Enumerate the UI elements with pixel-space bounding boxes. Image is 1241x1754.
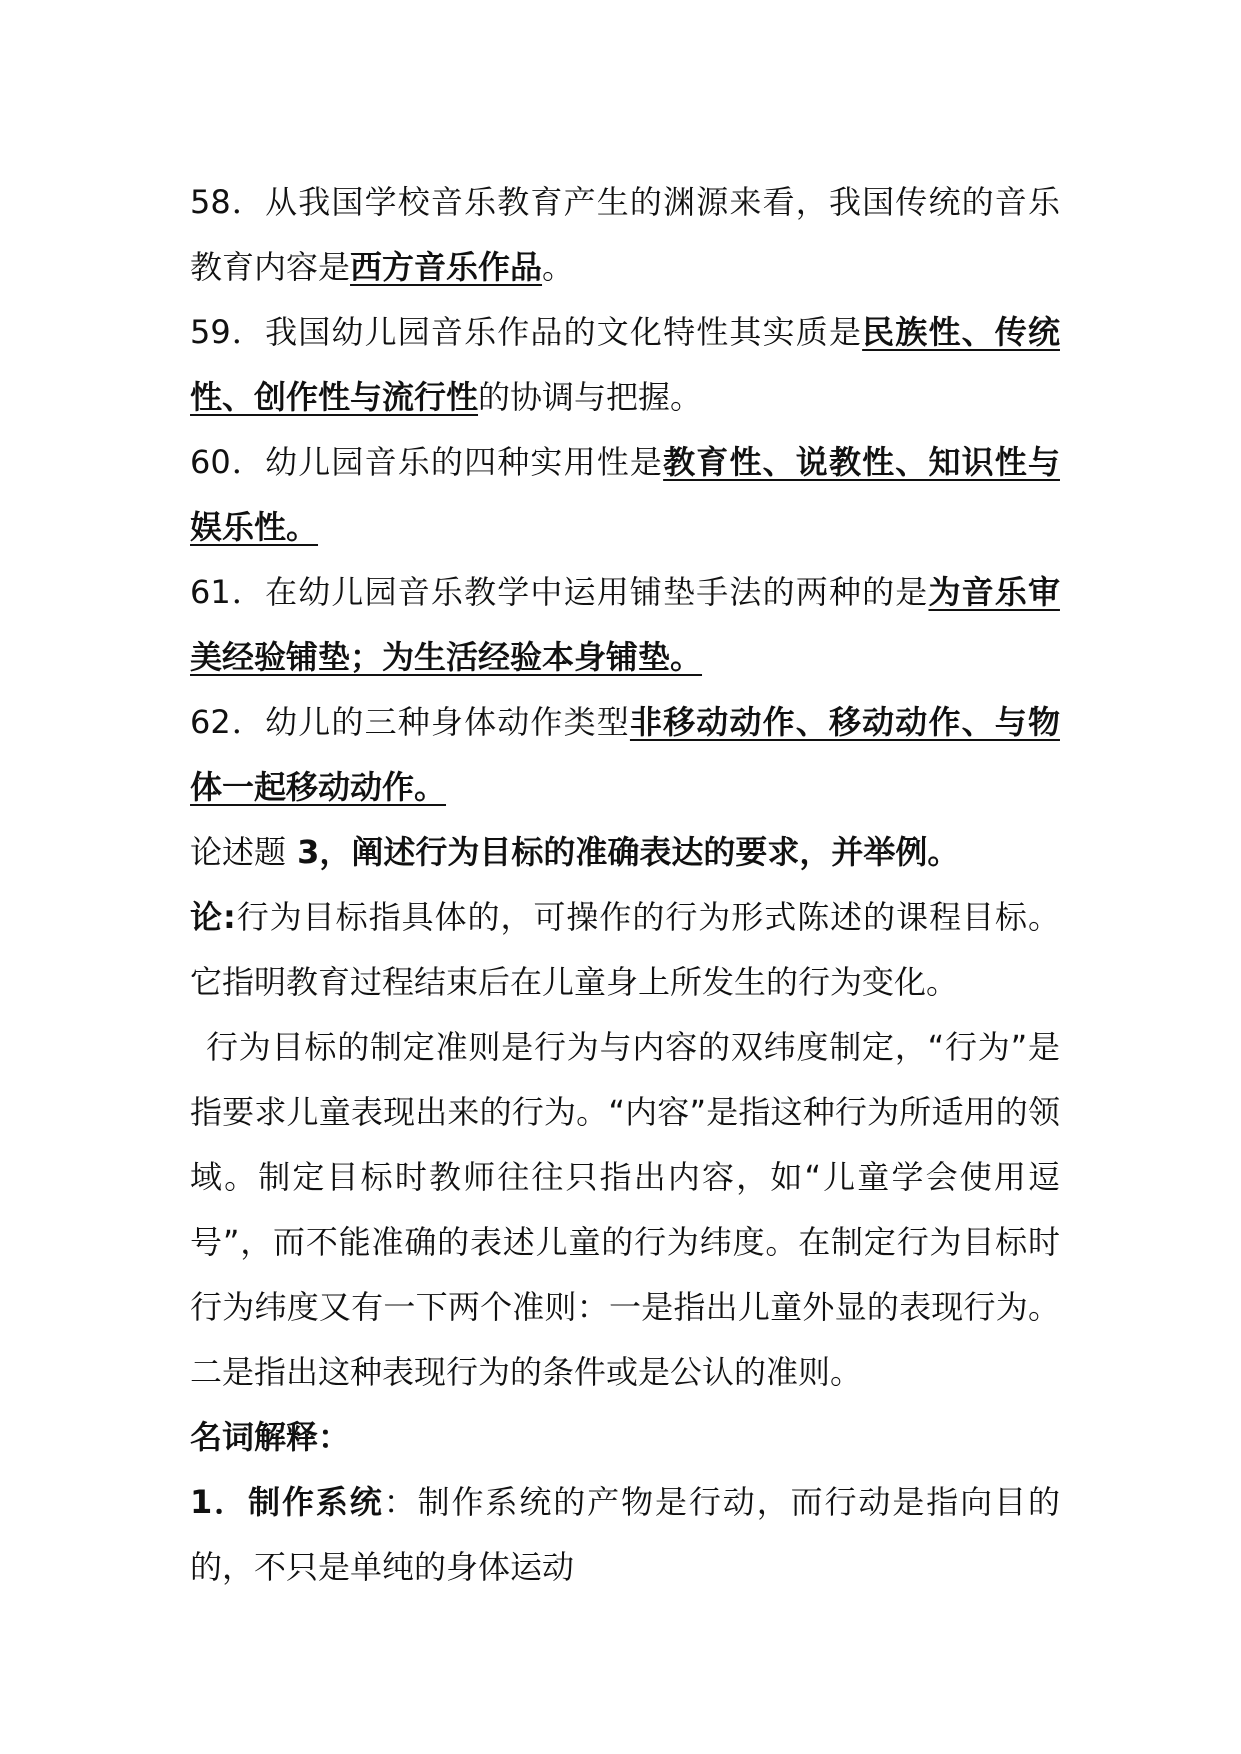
term-definition: ：制作系统的产物是行动，而行动是指向目的的，不只是单纯的身体运动 — [190, 1483, 1060, 1586]
document-page — [190, 170, 1060, 1600]
item-answer: 为音乐审美经验铺垫；为生活经验本身铺垫。 — [190, 573, 1060, 676]
list-item-62 — [190, 690, 1060, 820]
item-suffix: 。 — [542, 248, 575, 286]
terms-heading: 名词解释： — [190, 1418, 351, 1456]
item-answer: 民族性、传统性、创作性与流行性 — [190, 313, 1060, 416]
item-text: 幼儿园音乐的四种实用性是 — [265, 443, 664, 481]
essay-label: 论述题 — [190, 833, 287, 871]
essay-answer-text: 行为目标指具体的，可操作的行为形式陈述的课程目标。它指明教育过程结束后在儿童身上所发生的行为变化。 — [190, 898, 1060, 1001]
essay-answer — [190, 885, 1060, 1015]
list-item-60 — [190, 430, 1060, 560]
item-number: 62． — [190, 703, 266, 741]
item-number: 60． — [190, 443, 266, 481]
list-item-58 — [190, 170, 1060, 300]
item-number: 59． — [190, 313, 266, 351]
item-text: 在幼儿园音乐教学中运用铺垫手法的两种的是 — [265, 573, 929, 611]
item-number: 61． — [190, 573, 266, 611]
essay-title: 3，阐述行为目标的准确表达的要求，并举例。 — [286, 833, 960, 871]
essay-paragraph: 行为目标的制定准则是行为与内容的双纬度制定，“行为”是指要求儿童表现出来的行为。“内容”是指这种行为所适用的领域。制定目标时教师往往只指出内容，如“儿童学会使用逗号”，而不能准确的表述儿童的行为纬度。在制定行为目标时行为纬度又有一下两个准则：一是指出儿童外显的表现行为。二是指出这种表现行为的条件或是公认的准则。 — [190, 1028, 1060, 1391]
item-answer: 非移动动作、移动动作、与物体一起移动动作。 — [190, 703, 1060, 806]
item-suffix: 的协调与把握。 — [478, 378, 703, 416]
essay-question — [190, 820, 1060, 885]
list-item-61 — [190, 560, 1060, 690]
item-text: 幼儿的三种身体动作类型 — [265, 703, 630, 741]
item-answer: 西方音乐作品 — [350, 248, 543, 286]
item-text: 从我国学校音乐教育产生的渊源来看，我国传统的音乐教育内容是 — [190, 183, 1060, 286]
item-number: 58． — [190, 183, 266, 221]
term-item-1 — [190, 1470, 1060, 1600]
term-name: 1．制作系统 — [190, 1483, 384, 1521]
item-answer: 教育性、说教性、知识性与娱乐性。 — [190, 443, 1060, 546]
list-item-59 — [190, 300, 1060, 430]
item-text: 我国幼儿园音乐作品的文化特性其实质是 — [265, 313, 863, 351]
essay-answer-label: 论: — [190, 898, 236, 936]
